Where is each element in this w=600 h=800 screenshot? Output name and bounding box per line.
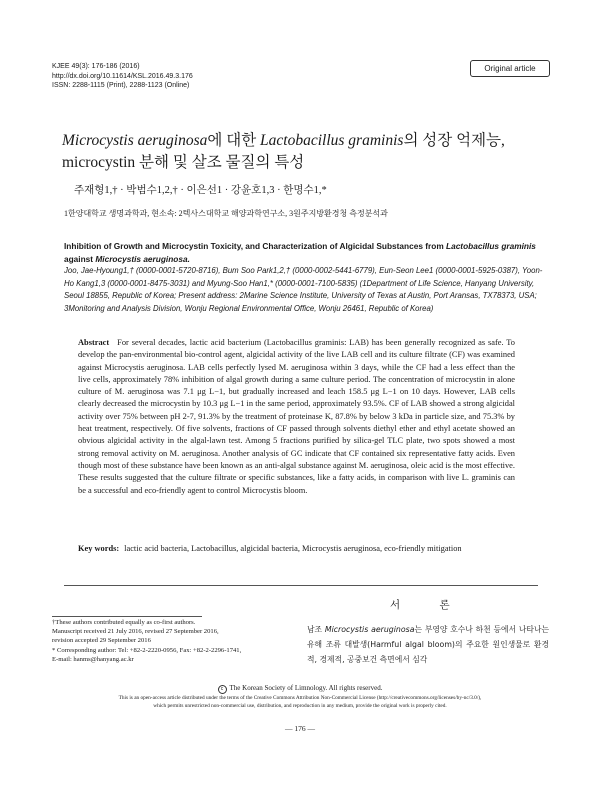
divider <box>64 585 538 586</box>
title-line-2: microcystin 분해 및 살조 물질의 특성 <box>62 154 305 171</box>
keywords-label: Key words: <box>78 544 120 553</box>
footnote-corresponding: * Corresponding author: Tel: +82-2-2220-0956, Fax: +82-2-2296-1741, <box>52 646 242 654</box>
footnote-email[interactable]: E-mail: hanms@hanyang.ac.kr <box>52 655 134 663</box>
copyright-icon: c <box>218 685 227 694</box>
footnotes <box>52 618 292 664</box>
abstract-text: For several decades, lactic acid bacterium (Lactobacillus graminis: LAB) has been generally recognized as safe. To develop the pan-environmental bio-control agent, algicidal activity of the live LAB cell and its culture filtrate (CF) was examined against Microcystis aeruginosa. LAB cells perfectly lysed M. aeruginosa within 3 days, while the CF had a less effect than the live cells, approximately 78% inhibition of algal growth during a same culture period. The concentration of microcystin in alone culture of M. aeruginosa was 7.1 μg L−1, but gradually increased and leach 158.5 μg L−1 on 10 days. However, LAB cells clearly decreased the microcystin by 10.3 μg L−1 in the same period, approximately 93.5%. CF of LAB showed a strong algicidal activity over 75% between pH 2-7, 91.3% by the treatment of proteinase K, 87.8% by below 3 kDa in particle size, and 75.3% by heat treatment, respectively. Of five solvents, fractions of CF passed through solvents diethyl ether and ethyl acetate showed an obvious algicidal activity in the algal-lawn test. Among 5 fractions purified by silica-gel TLC plate, two spots showed a most strong removal activity on M. aeruginosa. Another analysis of GC indicate that CF contained six representative fatty acids. Even though most of these substance have been known as an anti-algal substance against M. aeruginosa, oleic acid is the most effective. These results suggested that the culture filtrate or specific substances, like a fatty acids, in comparison with live L. graminis can be a successful and eco-friendly agent to control Microcystis bloom. <box>78 338 515 495</box>
page-number: — 176 — <box>285 724 315 733</box>
title-organism-1: Microcystis aeruginosa <box>62 132 208 149</box>
citation: KJEE 49(3): 176-186 (2016) <box>52 63 140 70</box>
footnote-cofirst: †These authors contributed equally as co-first authors. <box>52 619 196 626</box>
doi-link[interactable]: http://dx.doi.org/10.11614/KSL.2016.49.3.176 <box>52 72 193 80</box>
journal-meta <box>52 62 193 91</box>
keywords-text: lactic acid bacteria, Lactobacillus, algicidal bacteria, Microcystis aeruginosa, eco-friendly mitigation <box>124 544 462 553</box>
introduction-paragraph: 남조 Microcystis aeruginosa는 부영양 호수나 하천 등에서 나타나는 유해 조류 대발생(Harmful algal bloom)의 주요한 원인생물로 환경적, 경제적, 공중보건 측면에서 심각 <box>307 625 550 664</box>
english-title: Inhibition of Growth and Microcystin Toxicity, and Characterization of Algicidal Substances from Lactobacillus graminis against Microcystis aeruginosa. <box>64 241 536 264</box>
abstract <box>78 337 515 497</box>
english-authors-affiliations: Joo, Jae-Hyoung1,† (0000-0001-5720-8716), Bum Soo Park1,2,† (0000-0002-5441-6779), Eun-Seon Lee1 (0000-0001-5925-0387), Yoon-Ho Kang1,3 (0000-0001-8475-3031) and Myung-Soo Han1,* (0000-0001-7100-5835) (1Department of Life Science, Hanyang University, Seoul 18855, Republic of Korea; Present address: 2Marine Science Institute, University of Texas at Austin, Port Aransas, TX78373, USA; 3Monitoring and Analysis Division, Wonju Regional Environmental Office, Wonju 26461, Republic of Korea) <box>64 266 543 313</box>
copyright-line: c The Korean Society of Limnology. All rights reserved. <box>0 684 600 694</box>
footnote-divider <box>52 616 202 617</box>
keywords <box>78 543 515 555</box>
affiliations-korean: 1한양대학교 생명과학과, 현소속: 2텍사스대학교 해양과학연구소, 3원주지방환경청 측정분석과 <box>64 209 388 218</box>
section-heading-introduction: 서 론 <box>390 599 468 611</box>
article-type-badge: Original article <box>470 60 550 77</box>
abstract-label: Abstract <box>78 338 110 347</box>
paper-title-korean: Microcystis aeruginosa에 대한 Lactobacillus graminis의 성장 억제능, microcystin 분해 및 살조 물질의 특성 <box>62 130 552 174</box>
footnote-received: Manuscript received 21 July 2016, revised 27 September 2016, <box>52 628 219 636</box>
license-text: This is an open-access article distributed under the terms of the Creative Commons Attribution Non-Commercial License (http://creativecommons.org/licenses/by-nc/3.0/), which permits unrestricted non-commercial use, distribution, and reproduction in any medium, provide the original work is properly cited. <box>118 695 482 709</box>
footnote-accepted: revision accepted 29 September 2016 <box>52 637 151 645</box>
issn: ISSN: 2288-1115 (Print), 2288-1123 (Online) <box>52 82 190 89</box>
title-organism-2: Lactobacillus graminis <box>260 132 404 149</box>
authors-korean: 주재형1,† · 박범수1,2,† · 이은선1 · 강윤호1,3 · 한명수1,* <box>74 185 327 196</box>
